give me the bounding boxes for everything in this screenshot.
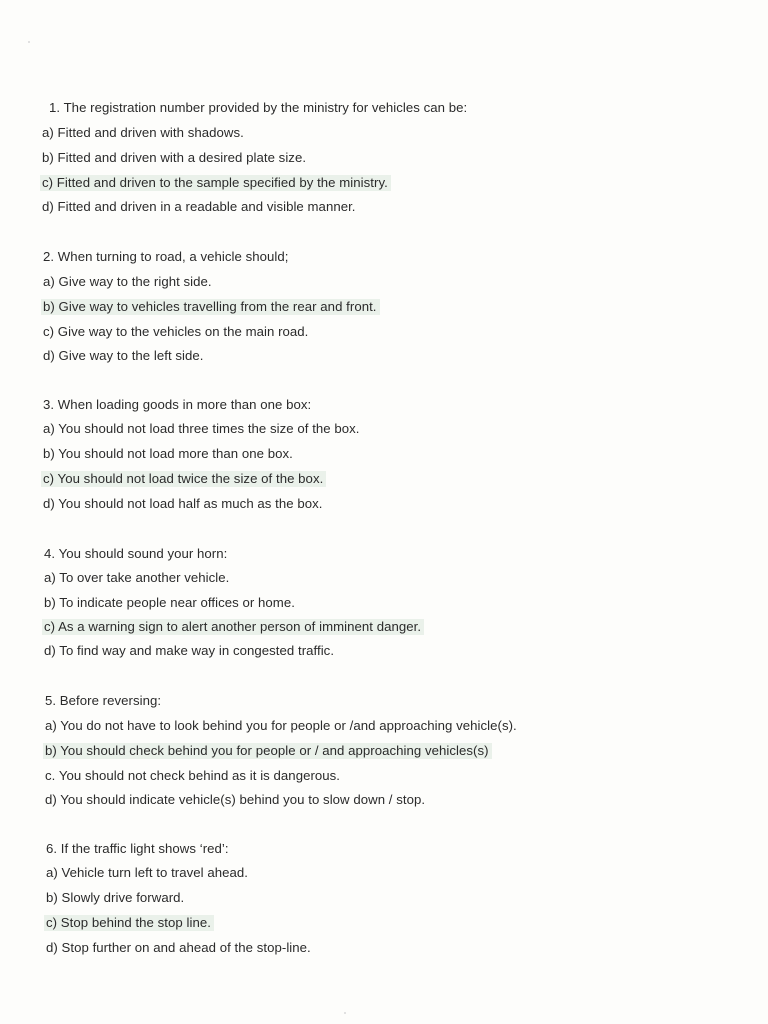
option-a: a) Vehicle turn left to travel ahead.: [46, 865, 248, 880]
option-a: a) Give way to the right side.: [43, 274, 212, 289]
question-prompt: 5. Before reversing:: [45, 693, 162, 708]
option-a: a) Fitted and driven with shadows.: [42, 125, 244, 140]
option-a: a) You should not load three times the size of the box.: [43, 421, 360, 436]
option-b-highlighted: b) Give way to vehicles travelling from the rear and front.: [41, 299, 380, 315]
option-c-highlighted: c) Stop behind the stop line.: [44, 915, 214, 931]
option-d: d) You should not load half as much as the box.: [43, 496, 323, 511]
option-b: b) To indicate people near offices or home.: [44, 595, 295, 610]
question-prompt: 4. You should sound your horn:: [44, 546, 228, 561]
option-d: d) To find way and make way in congested traffic.: [44, 643, 335, 658]
scan-speck: [344, 1012, 346, 1014]
option-a: a) You do not have to look behind you for people or /and approaching vehicle(s).: [45, 718, 517, 733]
option-c-highlighted: c) As a warning sign to alert another person of imminent danger.: [42, 619, 424, 635]
question-prompt: 1. The registration number provided by the ministry for vehicles can be:: [49, 100, 468, 115]
option-d: d) You should indicate vehicle(s) behind you to slow down / stop.: [45, 792, 426, 807]
question-prompt: 6. If the traffic light shows ‘red’:: [46, 841, 229, 856]
option-c-highlighted: c) You should not load twice the size of the box.: [41, 471, 326, 487]
option-d: d) Fitted and driven in a readable and visible manner.: [42, 199, 356, 214]
option-d: d) Stop further on and ahead of the stop-line.: [46, 940, 311, 955]
option-d: d) Give way to the left side.: [43, 348, 204, 363]
option-b: b) Fitted and driven with a desired plate size.: [42, 150, 307, 165]
option-c-highlighted: c) Fitted and driven to the sample specified by the ministry.: [40, 175, 391, 191]
scan-speck: [28, 41, 30, 43]
option-a: a) To over take another vehicle.: [44, 570, 230, 585]
option-c: c) Give way to the vehicles on the main road.: [43, 324, 309, 339]
option-b: b) You should not load more than one box.: [43, 446, 293, 461]
option-b-highlighted: b) You should check behind you for people or / and approaching vehicles(s): [43, 743, 492, 759]
option-c: c. You should not check behind as it is dangerous.: [45, 768, 341, 783]
question-prompt: 2. When turning to road, a vehicle should;: [43, 249, 289, 264]
question-prompt: 3. When loading goods in more than one box:: [43, 397, 312, 412]
option-b: b) Slowly drive forward.: [46, 890, 185, 905]
